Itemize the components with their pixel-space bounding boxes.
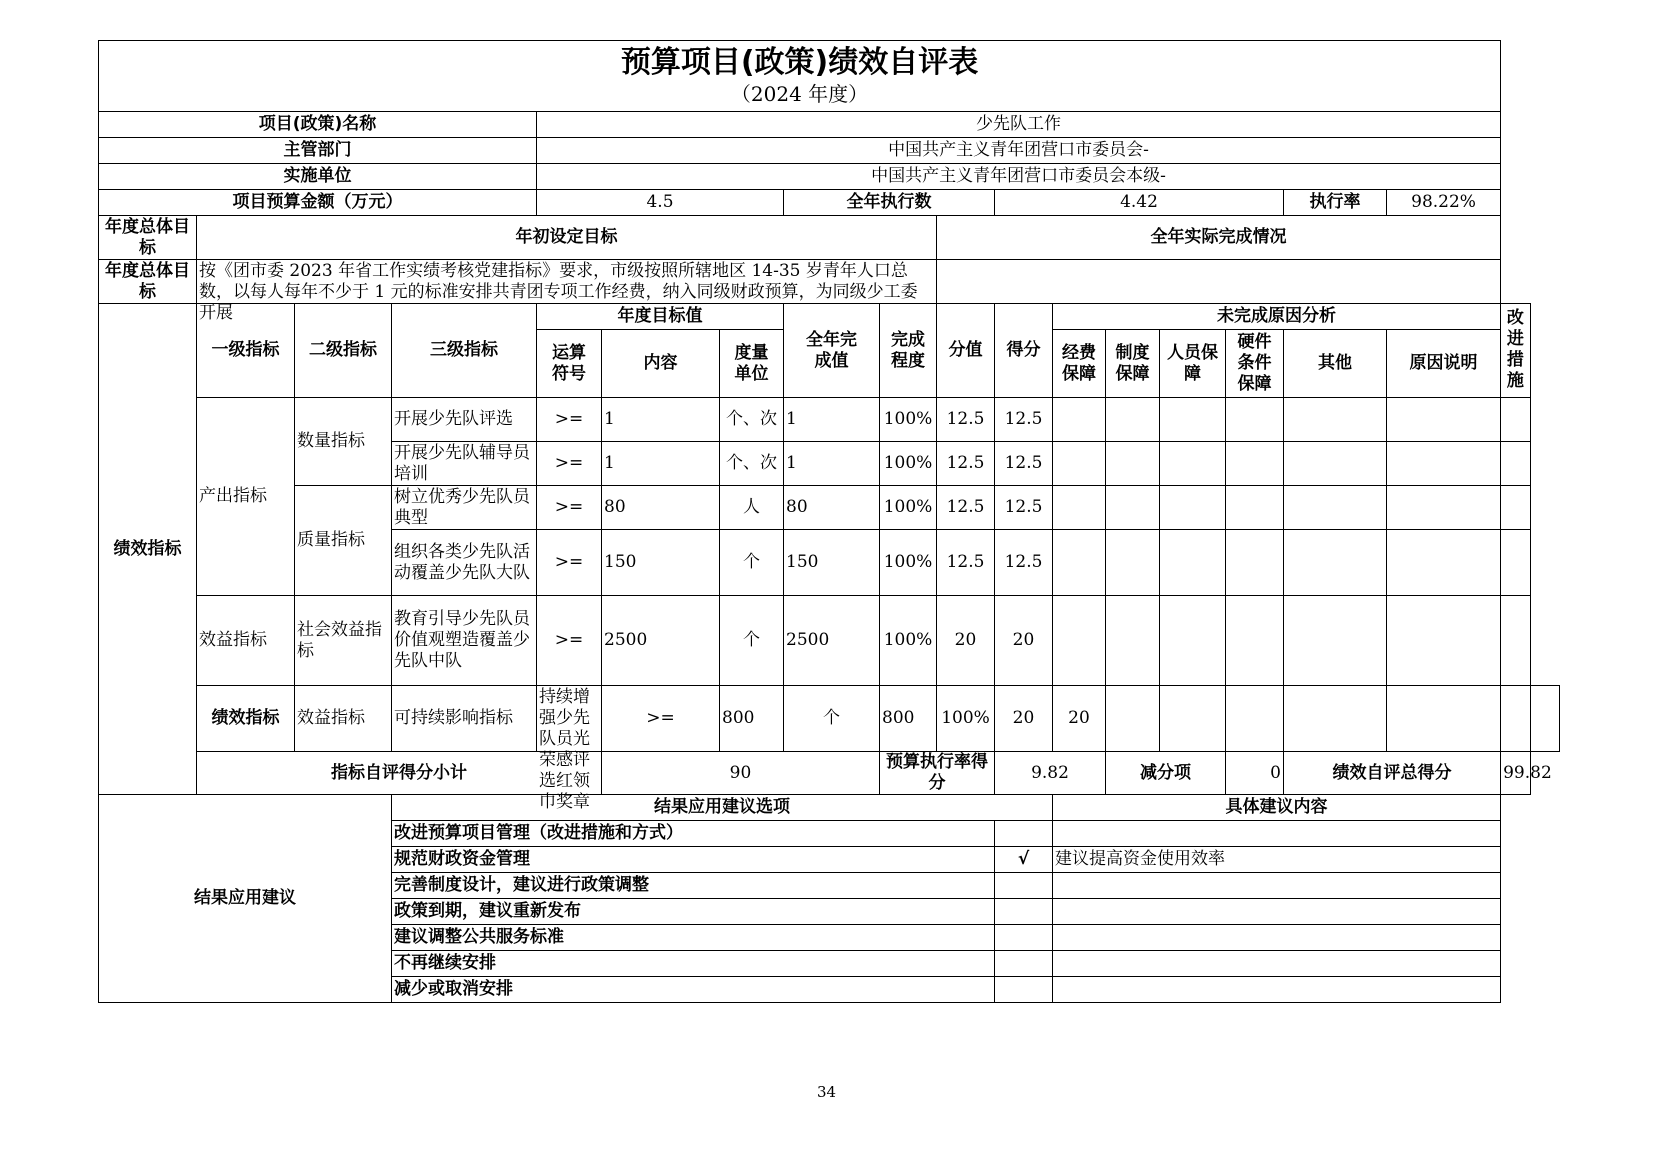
annual-goal-label	[99, 216, 197, 260]
actual-value: 1	[784, 442, 880, 486]
budget-rate-score-value: 9.82	[995, 752, 1106, 795]
department-label: 主管部门	[99, 138, 537, 164]
system-header-text: 制度保障	[1115, 342, 1150, 384]
level3-value-text: 组织各类少先队活动覆盖少先队大队	[394, 541, 530, 583]
suggestion-option: 完善制度设计，建议进行政策调整	[392, 873, 995, 899]
department-value: 中国共产主义青年团营口市委员会-	[537, 138, 1501, 164]
suggestion-detail	[1053, 821, 1501, 847]
budget-label: 项目预算金额（万元）	[99, 190, 537, 216]
content-value: 1	[602, 398, 720, 442]
total-score-label: 绩效自评总得分	[1284, 752, 1501, 795]
got-value: 12.5	[995, 486, 1053, 530]
score-value: 12.5	[937, 398, 995, 442]
score-value: 12.5	[937, 442, 995, 486]
result-app-label: 结果应用建议	[99, 795, 392, 1003]
hardware-header	[1226, 330, 1284, 398]
operator-value: >=	[537, 530, 602, 596]
got-header: 得分	[995, 304, 1053, 398]
title-cell	[99, 41, 1501, 112]
suggestion-option: 减少或取消安排	[392, 977, 995, 1003]
got-value: 20	[1053, 686, 1106, 752]
subtotal-value: 90	[602, 752, 880, 795]
table-row	[99, 486, 1560, 530]
level2-value-text: 社会效益指标	[297, 619, 382, 661]
suggestion-mark	[995, 951, 1053, 977]
suggestion-option: 政策到期，建议重新发布	[392, 899, 995, 925]
suggestion-mark	[995, 821, 1053, 847]
suggestion-option: 建议调整公共服务标准	[392, 925, 995, 951]
hardware-header-text: 硬件条件保障	[1237, 332, 1272, 394]
got-value: 12.5	[995, 530, 1053, 596]
initial-goal-header: 年初设定目标	[197, 216, 937, 260]
unit-value: 个	[720, 596, 784, 686]
completion-header-text: 完成程度	[891, 329, 925, 371]
unit-header	[720, 330, 784, 398]
exec-rate-value: 98.22%	[1387, 190, 1501, 216]
score-value: 20	[995, 686, 1053, 752]
unit-header-text: 度量单位	[734, 342, 769, 384]
table-row	[99, 686, 1560, 752]
score-value: 20	[937, 596, 995, 686]
actual-value: 2500	[784, 596, 880, 686]
level1-value: 效益指标	[197, 596, 295, 686]
completion-value: 100%	[937, 686, 995, 752]
actual-value-header	[784, 304, 880, 398]
level3-value-text: 教育引导少先队员价值观塑造覆盖少先队中队	[394, 609, 530, 671]
suggestion-mark	[995, 925, 1053, 951]
reason-header: 原因说明	[1387, 330, 1501, 398]
level2-value: 数量指标	[295, 398, 392, 486]
exec-rate-label: 执行率	[1284, 190, 1387, 216]
level3-value-text: 开展少先队辅导员培训	[394, 442, 530, 484]
page-title: 预算项目(政策)绩效自评表	[620, 45, 979, 80]
level3-value	[537, 686, 602, 812]
unit-value: 人	[720, 486, 784, 530]
level3-value-text: 树立优秀少先队员典型	[394, 486, 530, 528]
operator-value: >=	[537, 596, 602, 686]
completion-header	[880, 304, 937, 398]
performance-evaluation-table	[98, 40, 1560, 1003]
funding-header-text: 经费保障	[1062, 342, 1096, 384]
actual-value: 1	[784, 398, 880, 442]
suggestion-option: 规范财政资金管理	[392, 847, 995, 873]
unfinished-analysis-header: 未完成原因分析	[1053, 304, 1501, 330]
unit-value: 个、次	[720, 442, 784, 486]
suggestion-detail	[1053, 977, 1501, 1003]
completion-value: 100%	[880, 398, 937, 442]
actual-value: 80	[784, 486, 880, 530]
annual-goal-label-2	[99, 260, 197, 304]
suggestion-mark	[995, 899, 1053, 925]
system-header	[1106, 330, 1160, 398]
completion-value: 100%	[880, 530, 937, 596]
actual-value: 150	[784, 530, 880, 596]
deduction-value: 0	[1226, 752, 1284, 795]
suggestion-option: 不再继续安排	[392, 951, 995, 977]
perf-indicator-label-2: 绩效指标	[197, 686, 295, 752]
suggestion-mark: √	[995, 847, 1053, 873]
subtotal-label: 指标自评得分小计	[197, 752, 602, 795]
personnel-header-text: 人员保障	[1167, 342, 1218, 384]
budget-rate-score-label: 预算执行率得分	[880, 752, 995, 795]
actual-completion-value	[937, 260, 1501, 304]
annual-goal-label-text: 年度总体目标	[105, 216, 190, 258]
implementer-label: 实施单位	[99, 164, 537, 190]
content-value: 800	[720, 686, 784, 752]
got-value: 20	[995, 596, 1053, 686]
project-name-value: 少先队工作	[537, 112, 1501, 138]
executed-label: 全年执行数	[784, 190, 995, 216]
got-value: 12.5	[995, 442, 1053, 486]
suggestion-detail	[1053, 951, 1501, 977]
level3-header: 三级指标	[392, 304, 537, 398]
level3-value-text: 开展少先队评选	[394, 409, 513, 429]
actual-value-header-text: 全年完成值	[806, 329, 857, 371]
content-header: 内容	[602, 330, 720, 398]
level1-header: 一级指标	[197, 304, 295, 398]
unit-value: 个、次	[720, 398, 784, 442]
content-value: 80	[602, 486, 720, 530]
score-header: 分值	[937, 304, 995, 398]
result-options-header: 结果应用建议选项	[392, 795, 1053, 821]
unit-value: 个	[720, 530, 784, 596]
operator-value: >=	[537, 442, 602, 486]
annual-target-header: 年度目标值	[537, 304, 784, 330]
level3-value-text: 持续增强少先队员光荣感评选红领巾奖章	[539, 687, 590, 812]
suggestion-mark	[995, 977, 1053, 1003]
goal-text: 按《团市委 2023 年省工作实绩考核党建指标》要求，市级按照所辖地区 14-35 岁青年人口总数，以每人每年不少于 1 元的标准安排共青团专项工作经费，纳入同级财政预算，为同级少工委开展	[199, 260, 918, 323]
level3-value	[392, 530, 537, 596]
level2-value: 质量指标	[295, 486, 392, 596]
suggestion-detail	[1053, 873, 1501, 899]
content-value: 150	[602, 530, 720, 596]
level3-value	[392, 596, 537, 686]
operator-header	[537, 330, 602, 398]
level3-value	[392, 398, 537, 442]
completion-value: 100%	[880, 442, 937, 486]
unit-value: 个	[784, 686, 880, 752]
level2-value	[295, 596, 392, 686]
specific-header: 具体建议内容	[1053, 795, 1501, 821]
actual-value: 800	[880, 686, 937, 752]
score-value: 12.5	[937, 486, 995, 530]
operator-header-text: 运算符号	[552, 342, 586, 384]
level3-value	[392, 442, 537, 486]
improvement-header: 改进措施	[1501, 304, 1530, 398]
operator-value: >=	[537, 486, 602, 530]
deduction-label: 减分项	[1106, 752, 1226, 795]
suggestion-mark	[995, 873, 1053, 899]
suggestion-option: 改进预算项目管理（改进措施和方式）	[392, 821, 995, 847]
year-subtitle: （2024 年度）	[730, 82, 869, 106]
implementer-value: 中国共产主义青年团营口市委员会本级-	[537, 164, 1501, 190]
content-value: 1	[602, 442, 720, 486]
level2-header: 二级指标	[295, 304, 392, 398]
level1-value: 效益指标	[295, 686, 392, 752]
content-value: 2500	[602, 596, 720, 686]
operator-value: >=	[602, 686, 720, 752]
suggestion-detail	[1053, 899, 1501, 925]
completion-value: 100%	[880, 596, 937, 686]
budget-value: 4.5	[537, 190, 784, 216]
level2-value-text: 可持续影响指标	[394, 708, 513, 728]
actual-completion-header: 全年实际完成情况	[937, 216, 1501, 260]
page-number: 34	[816, 1083, 837, 1101]
project-name-label: 项目(政策)名称	[99, 112, 537, 138]
level1-value: 产出指标	[197, 398, 295, 596]
annual-goal-label-2-text: 年度总体目标	[105, 260, 190, 302]
suggestion-detail	[1053, 925, 1501, 951]
executed-value: 4.42	[995, 190, 1284, 216]
got-value: 12.5	[995, 398, 1053, 442]
total-score-value: 99.82	[1501, 752, 1530, 795]
perf-indicator-label: 绩效指标	[99, 304, 197, 795]
level3-value	[392, 486, 537, 530]
score-value: 12.5	[937, 530, 995, 596]
completion-value: 100%	[880, 486, 937, 530]
funding-header	[1053, 330, 1106, 398]
level2-value	[392, 686, 537, 752]
operator-value: >=	[537, 398, 602, 442]
other-header: 其他	[1284, 330, 1387, 398]
table-row	[99, 398, 1560, 442]
table-row	[99, 596, 1560, 686]
suggestion-detail: 建议提高资金使用效率	[1053, 847, 1501, 873]
personnel-header	[1160, 330, 1226, 398]
